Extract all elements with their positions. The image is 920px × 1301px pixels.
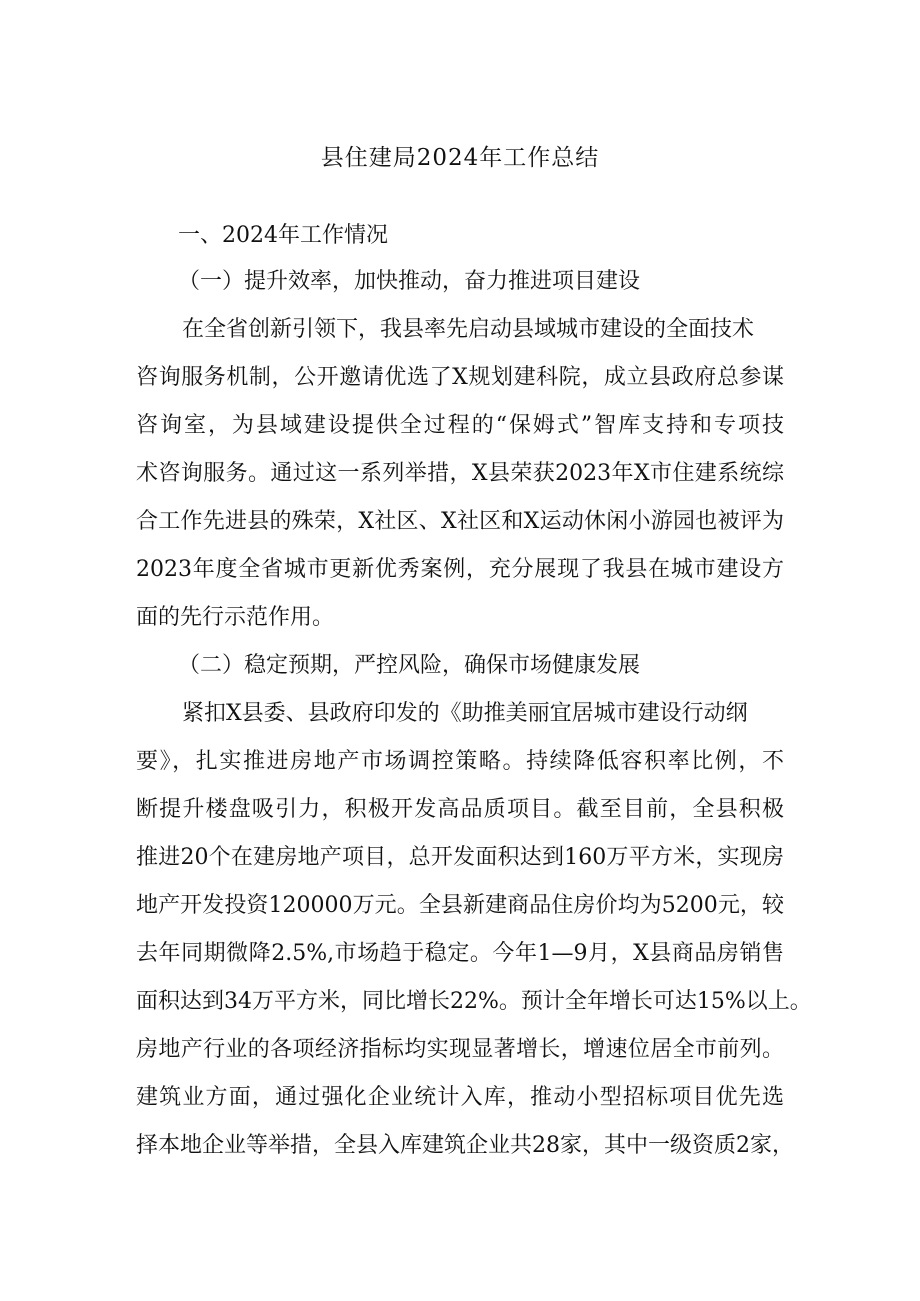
paragraph-line: 房地产行业的各项经济指标均实现显著增长，增速位居全市前列。 xyxy=(136,1037,784,1062)
paragraph-line: 咨询服务机制，公开邀请优选了X规划建科院，成立县政府总参谋 xyxy=(136,365,784,390)
paragraph-line: 面的先行示范作用。 xyxy=(136,605,335,630)
paragraph-line: 2023年度全省城市更新优秀案例，充分展现了我县在城市建设方 xyxy=(136,557,784,582)
subsection-heading-2: （二）稳定预期，严控风险，确保市场健康发展 xyxy=(178,653,641,678)
paragraph-line: 合工作先进县的殊荣，X社区、X社区和X运动休闲小游园也被评为 xyxy=(136,509,784,534)
paragraph-line: 地产开发投资120000万元。全县新建商品住房价均为5200元，较 xyxy=(136,893,784,918)
document-title: 县住建局2024年工作总结 xyxy=(320,145,600,171)
paragraph-line: 要》，扎实推进房地产市场调控策略。持续降低容积率比例，不 xyxy=(136,749,784,774)
paragraph-line: 去年同期微降2.5%,市场趋于稳定。今年1—9月，X县商品房销售 xyxy=(136,941,784,966)
paragraph-line: 术咨询服务。通过这一系列举措，X县荣获2023年X市住建系统综 xyxy=(136,461,784,486)
paragraph-line: 面积达到34万平方米，同比增长22%。预计全年增长可达15%以上。 xyxy=(136,989,812,1014)
subsection-heading-1: （一）提升效率，加快推动，奋力推进项目建设 xyxy=(178,269,641,294)
paragraph-line: 建筑业方面，通过强化企业统计入库，推动小型招标项目优先选 xyxy=(136,1085,784,1110)
paragraph-line: 断提升楼盘吸引力，积极开发高品质项目。截至目前，全县积极 xyxy=(136,797,784,822)
paragraph-line: 咨询室，为县域建设提供全过程的“保姆式”智库支持和专项技 xyxy=(136,413,784,438)
paragraph-line: 紧扣X县委、县政府印发的《助推美丽宜居城市建设行动纲 xyxy=(182,701,748,726)
section-heading: 一、2024年工作情况 xyxy=(178,223,388,248)
paragraph-line: 在全省创新引领下，我县率先启动县域城市建设的全面技术 xyxy=(182,317,755,342)
paragraph-line: 择本地企业等举措，全县入库建筑企业共28家，其中一级资质2家， xyxy=(136,1133,794,1158)
paragraph-line: 推进20个在建房地产项目，总开发面积达到160万平方米，实现房 xyxy=(136,845,784,870)
